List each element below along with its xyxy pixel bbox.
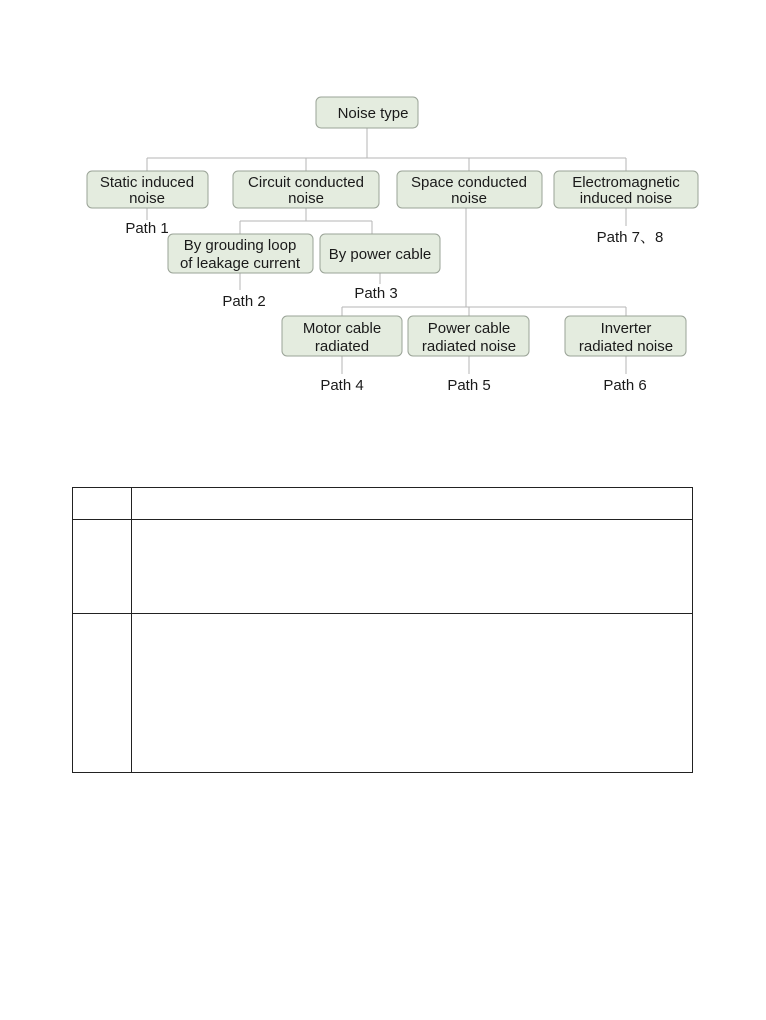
noise-type-diagram <box>0 0 766 480</box>
node-electromagnetic-induced-noise <box>554 171 698 208</box>
node-label-line-1: Motor cable <box>302 320 382 337</box>
node-inverter-radiated-noise <box>565 316 686 356</box>
table-cell <box>132 520 693 614</box>
path-label-5: Path 5 <box>447 377 491 394</box>
node-label-line-1: Circuit conducted <box>248 174 364 191</box>
node-by-power-cable <box>320 234 440 273</box>
node-label-line-1: Inverter <box>600 320 652 337</box>
node-label: By power cable <box>328 246 432 263</box>
path-label-7-8: Path 7、8 <box>596 229 664 246</box>
table-cell <box>73 614 132 773</box>
node-label-line-2: radiated noise <box>421 338 517 355</box>
node-label-line-1: Electromagnetic <box>572 174 680 191</box>
node-circuit-conducted-noise <box>233 171 379 208</box>
node-space-conducted-noise <box>397 171 542 208</box>
node-label-line-2: noise <box>288 190 324 207</box>
node-static-induced-noise <box>87 171 208 208</box>
table-cell <box>132 488 693 520</box>
path-label-3: Path 3 <box>354 285 398 302</box>
node-label-line-2: of leakage current <box>179 255 301 272</box>
node-label-line-2: radiated noise <box>578 338 674 355</box>
node-label-line-2: radiated <box>314 338 370 355</box>
node-motor-cable-radiated <box>282 316 402 356</box>
table-row <box>73 614 693 773</box>
table-cell <box>73 488 132 520</box>
table-cell <box>73 520 132 614</box>
node-label-line-1: Space conducted <box>411 174 527 191</box>
node-noise-type <box>316 97 418 128</box>
path-label-4: Path 4 <box>320 377 364 394</box>
node-label-line-1: By grouding loop <box>183 237 297 254</box>
table-row <box>73 520 693 614</box>
node-label-line-1: Static induced <box>99 174 195 191</box>
node-grounding-loop-leakage <box>168 234 313 273</box>
node-power-cable-radiated-noise <box>408 316 529 356</box>
node-label-line-2: noise <box>129 190 165 207</box>
node-label-line-1: Power cable <box>427 320 511 337</box>
path-label-1: Path 1 <box>125 220 169 237</box>
node-label-line-2: induced noise <box>579 190 673 207</box>
path-label-6: Path 6 <box>603 377 647 394</box>
node-label: Noise type <box>337 105 409 122</box>
node-label-line-2: noise <box>451 190 487 207</box>
table-cell <box>132 614 693 773</box>
table-row <box>73 488 693 520</box>
path-label-2: Path 2 <box>222 293 266 310</box>
empty-table <box>72 487 693 773</box>
